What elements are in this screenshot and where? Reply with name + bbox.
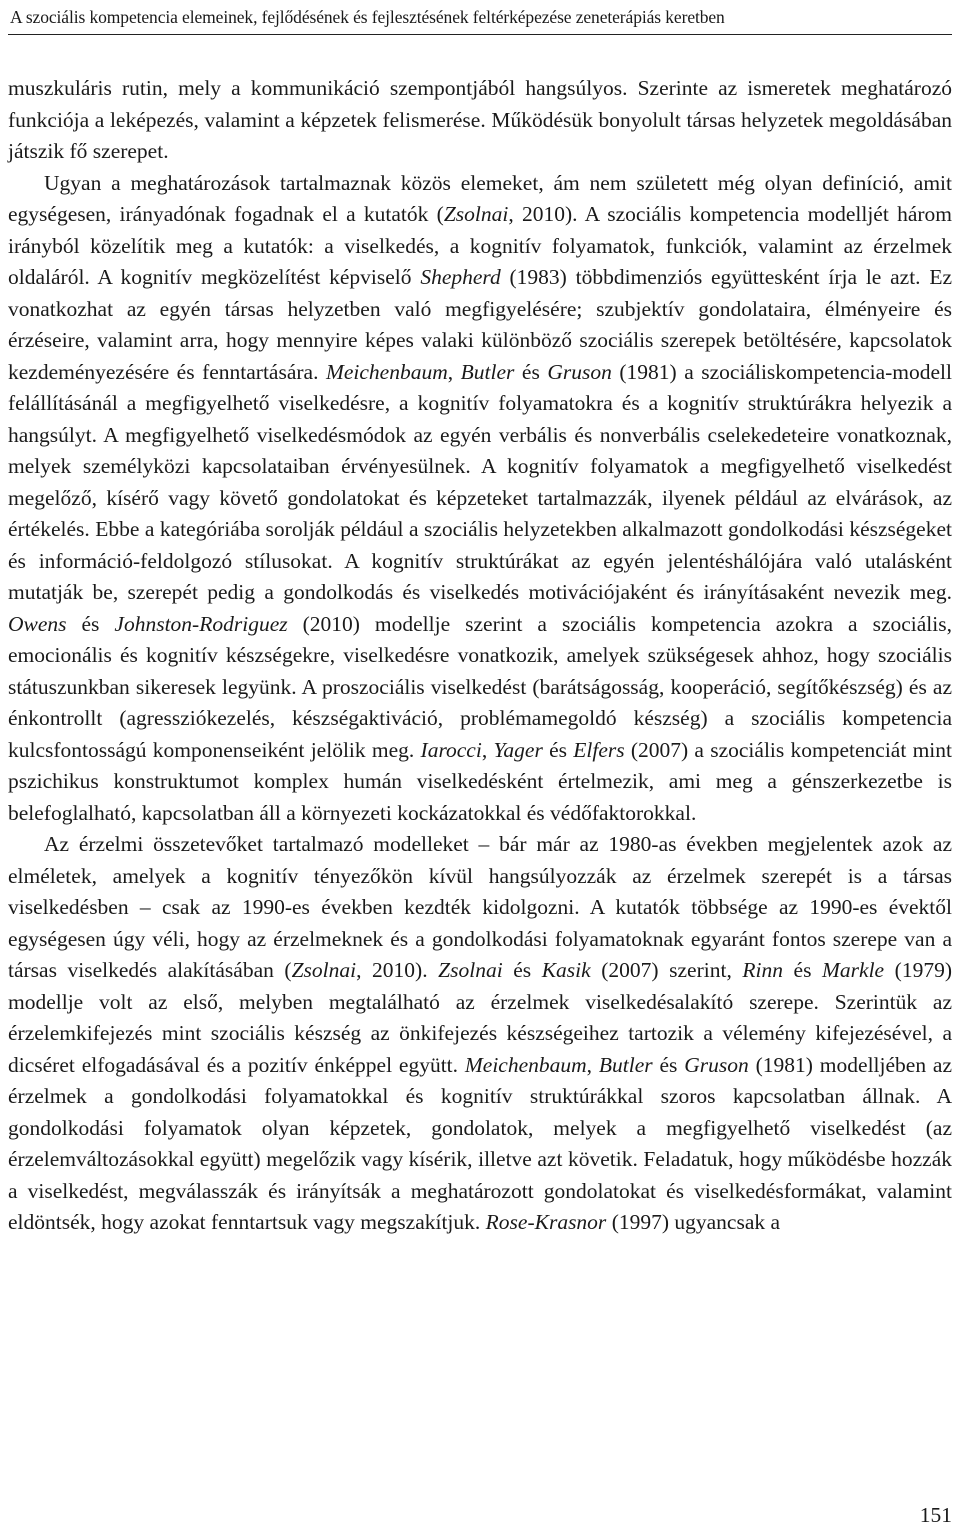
header-rule <box>8 34 952 35</box>
separator: és <box>782 958 823 982</box>
citation-author: Zsolnai <box>443 202 509 226</box>
citation-author: Meichenbaum <box>325 359 448 384</box>
p2-text-4: (1981) a szociáliskompetencia-modell felállításánál a megfigyelhető viselkedésre, a kognitív folyamatokra és a kognitív struktúrákra helyezik a hangsúlyt. A megfigyelhető viselkedésmódok az egyén verbális és nonverbális cselekedeteire vonatkoznak, melyek személyközi kapcsolataiban érvényesülnek. A kognitív folyamatok a megfigyelhető viselkedést megelőző, kísérő vagy követő gondolatokat és képzeteket tartalmazzák, ilyenek például az elvárások, az értékelés. Ebbe a kategóriába sorolják például a szociális helyzetekben alkalmazott gondolkodási készségeket és információ-feldolgozó stílusokat. A kognitív struktúrákat az egyén jelentéshálójára való utalásként mutatják be, szerepét pedig a gondolkodás és viselkedés motivációjaként és irányításaként nevezik meg. <box>8 359 952 604</box>
page-number: 151 <box>919 1503 952 1527</box>
p2-text-2: , 2010). A szociális kompetencia modelljét három irányból közelítik meg a kutatók: a viselkedés, a kognitív folyamatok, funkciók, valamint az érzelmek oldaláról. A kognitív megközelítést képviselő <box>8 202 952 289</box>
citation-author: Zsolnai <box>438 958 503 982</box>
body-text <box>8 73 952 1239</box>
running-header: A szociális kompetencia elemeinek, fejlődésének és fejlesztésének feltérképezése zeneterápiás keretben <box>10 7 725 27</box>
paragraph-2 <box>8 168 952 830</box>
citation-author: Yager <box>493 737 543 762</box>
p3-text-4: (1979) modellje volt az első, melyben megtalálható az érzelmek viselkedésalakító szerepe. Szerintük az érzelemkifejezés mint szociális készség az önkifejezés készségeihez tartozik a vélemény kifejezésével, a dicséret elfogadásával és a pozitív énképpel együtt. <box>8 958 952 1077</box>
separator: és <box>66 611 115 636</box>
citation-author: Rose-Krasnor <box>485 1210 607 1234</box>
p2-text-1: Ugyan a meghatározások tartalmaznak közös elemeket, ám nem született még olyan definíció, amit egységesen, irányadónak fogadnak el a kutatók ( <box>8 170 952 226</box>
citation-author: Butler <box>598 1052 653 1077</box>
p3-text-5: (1981) modelljében az érzelmek a gondolkodási folyamatokkal és kognitív struktúrákkal szoros kapcsolatban állnak. A gondolkodási folyamatok olyan képzetek, gondolatok, melyek a megfigyelhető viselkedést (az érzelemváltozásokkal együtt) megelőzik vagy kísérik, illetve azt követik. Feladatuk, hogy működésbe hozzák a viselkedést, megválasszák és irányítsák a meghatározott gondolatokat és viselkedésformákat, valamint eldöntsék, hogy azokat fenntartsuk vagy megszakítjuk. <box>8 1052 953 1234</box>
separator: , <box>447 359 461 384</box>
p1-sentence-1: muszkuláris rutin, mely a kommunikáció szempontjából hangsúlyos. Szerinte az ismeretek meghatározó funkciója a leképezés, valamint a képzetek felismerése. Működésük bonyolult társas helyzetek megoldásában játszik fő szerepet. <box>8 76 952 163</box>
citation-author: Owens <box>8 611 67 636</box>
p2-text-6: (2007) a szociális kompetenciát mint pszichikus konstruktumot komplex humán viselkedésként értelmezik, ami meg a génszerkezetbe is belefoglalható, kapcsolatban áll a környezeti kockázatokkal és védőfaktorokkal. <box>8 737 952 825</box>
citation-author: Gruson <box>684 1052 749 1077</box>
citation-author: Shepherd <box>420 265 501 289</box>
separator: és <box>502 958 542 982</box>
p3-text-2: , 2010). <box>356 958 439 982</box>
citation-author: Elfers <box>573 737 625 762</box>
citation-author: Meichenbaum <box>464 1052 587 1077</box>
citation-author: Kasik <box>541 958 591 982</box>
citation-author: Gruson <box>547 359 612 384</box>
citation-author: Markle <box>822 958 885 982</box>
separator: és <box>542 737 574 762</box>
citation-author: Johnston-Rodriguez <box>114 611 288 636</box>
separator: , <box>586 1052 599 1077</box>
separator: és <box>514 359 548 384</box>
p3-text-6: (1997) ugyancsak a <box>606 1210 781 1234</box>
citation-author: Iarocci <box>420 737 482 762</box>
p2-text-3: (1983) többdimenziós együttesként írja le azt. Ez vonatkozhat az egyén társas helyzetben való megfigyelésére; szubjektív gondolataira, élményeire és érzéseire, valamint arra, hogy mennyire képes valaki különböző szociális szerepek betöltésére, kapcsolatok kezdeményezésére és fenntartására. <box>8 265 953 384</box>
citation-author: Butler <box>460 359 515 384</box>
paragraph-3 <box>8 829 952 1239</box>
separator: , <box>481 737 494 762</box>
paragraph-1 <box>8 73 952 168</box>
p3-text-1: Az érzelmi összetevőket tartalmazó modelleket – bár már az 1980-as években megjelentek azok az elméletek, amelyek a kognitív tényezőkön kívül hangsúlyozzák az érzelmek szerepét is a társas viselkedésben – csak az 1990-es években kezdték kidolgozni. A kutatók többsége az 1990-es évektől egységesen úgy véli, hogy az érzelmeknek és a gondolkodási folyamatoknak egyaránt fontos szerepe van a társas viselkedés alakításában ( <box>8 832 952 982</box>
citation-author: Zsolnai <box>291 958 357 982</box>
separator: és <box>652 1052 685 1077</box>
p3-text-3: (2007) szerint, <box>590 958 743 982</box>
p2-text-5: (2010) modellje szerint a szociális kompetencia azokra a szociális, emocionális és kognitív készségekre, viselkedésre vonatkozik, amelyek szükségesek ahhoz, hogy szociális státuszunkban sikeresek legyünk. A proszociális viselkedést (barátságosság, kooperáció, segítőkészség) és az énkontrollt (agressziókezelés, készségaktiváció, problémamegoldó készség) a szociális kompetencia kulcsfontosságú komponenseiként jelölik meg. <box>8 611 952 762</box>
citation-author: Rinn <box>742 958 783 982</box>
